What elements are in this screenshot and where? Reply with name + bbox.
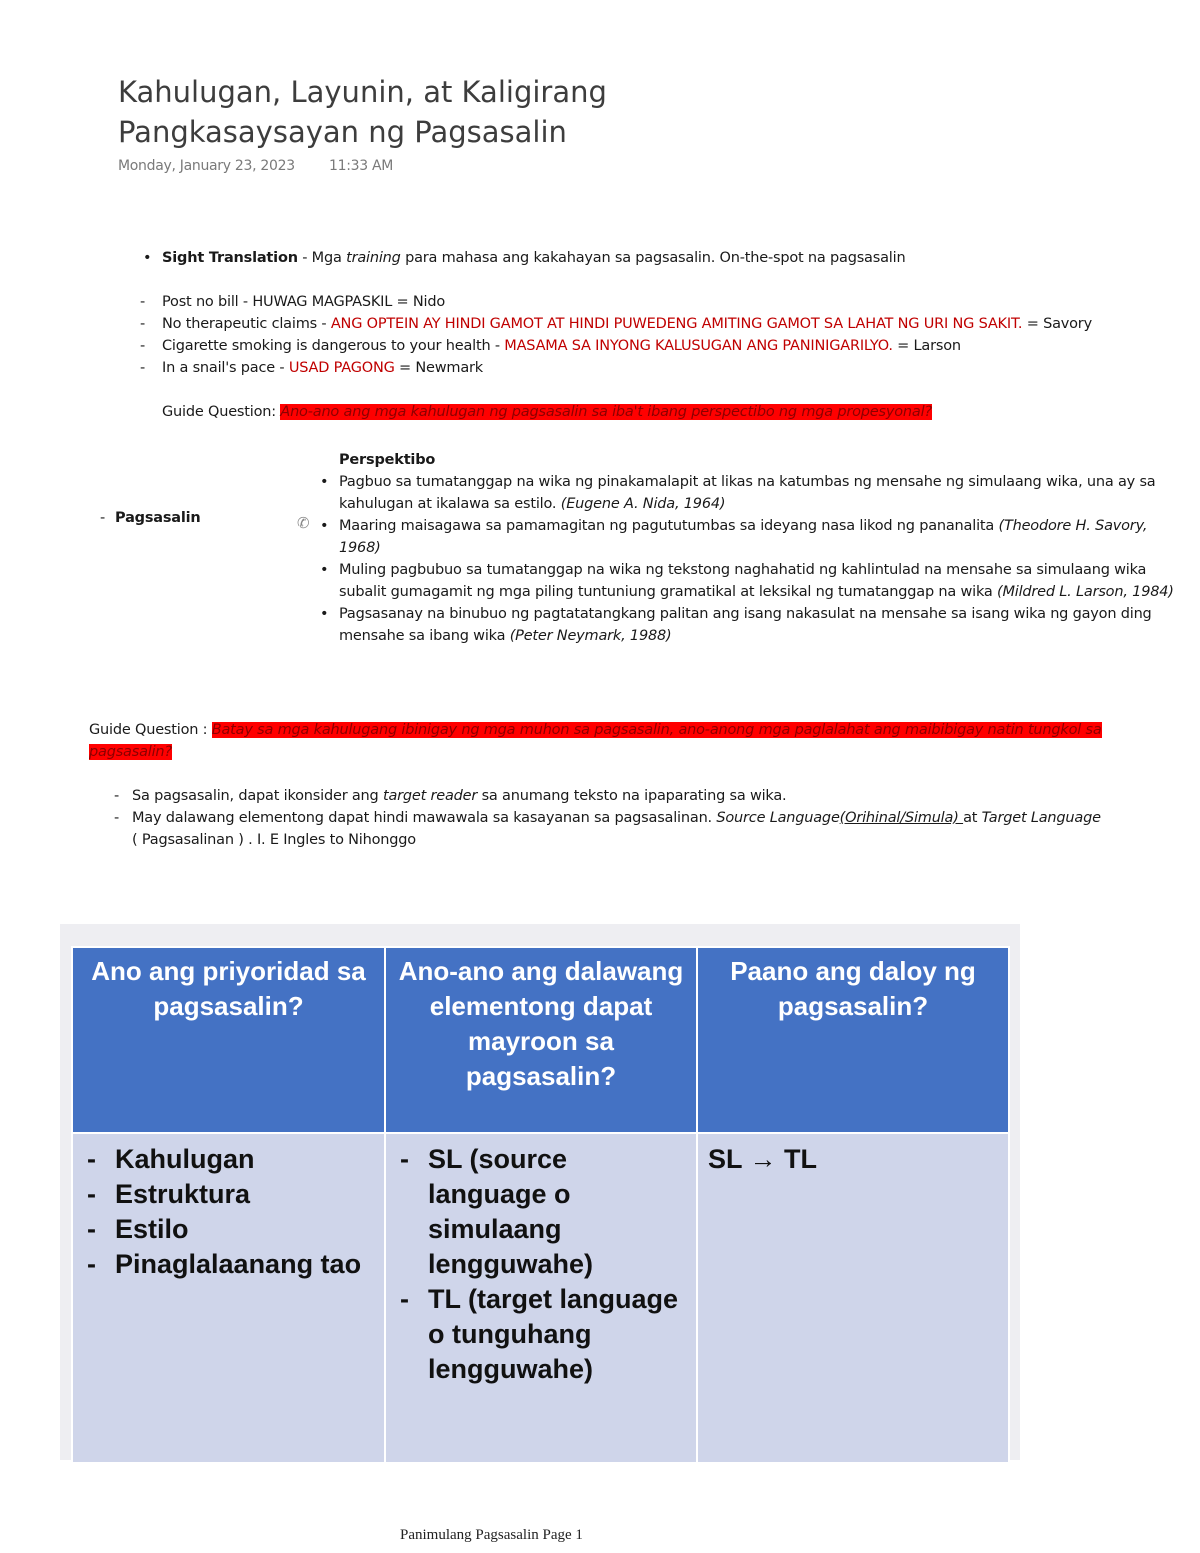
note-text: at xyxy=(963,810,982,826)
guide-question-2 xyxy=(89,719,1102,763)
definition-item xyxy=(339,515,1189,559)
table-cell-flow: SL → TL xyxy=(697,1133,1009,1463)
note-text: Sa pagsasalin, dapat ikonsider ang xyxy=(132,788,383,804)
sight-translation-item xyxy=(162,247,905,269)
pagsasalin-item xyxy=(100,507,201,529)
page-footer: Panimulang Pagsasalin Page 1 xyxy=(400,1527,583,1543)
page-date: Monday, January 23, 2023 xyxy=(118,158,295,174)
list-item: - Kahulugan xyxy=(83,1142,374,1177)
dash-marker: - xyxy=(140,338,146,354)
note-item xyxy=(114,807,1101,829)
pagsasalin-table-image xyxy=(60,924,1020,1460)
example-text: In a snail's pace - xyxy=(162,360,289,376)
perspektibo-list xyxy=(339,471,1189,647)
example-item xyxy=(140,313,1092,335)
example-text: No therapeutic claims - xyxy=(162,316,331,332)
definition-cite: (Theodore H. Savory, 1968) xyxy=(339,518,1148,556)
perspektibo-heading: Perspektibo xyxy=(339,452,436,468)
guide-label: Guide Question : xyxy=(89,722,212,738)
pagsasalin-table xyxy=(71,946,1010,1464)
note-italic: Target Language xyxy=(981,810,1101,826)
dash-marker: - xyxy=(140,316,146,332)
dash-marker: - xyxy=(140,294,146,310)
list-item: - TL (target language o tunguhang lengguwahe) xyxy=(396,1282,686,1387)
example-author: = Newmark xyxy=(394,360,484,376)
list-item: - SL (source language o simulaang lengguwahe) xyxy=(396,1142,686,1282)
table-cell-priorities xyxy=(72,1133,385,1463)
phone-clip-icon[interactable]: ✆ xyxy=(297,514,310,532)
definition-item xyxy=(339,559,1189,603)
note-continuation: ( Pagsasalinan ) . I. E Ingles to Nihonggo xyxy=(132,832,416,848)
dash-marker: - xyxy=(114,810,120,826)
guide-label: Guide Question: xyxy=(162,404,281,420)
definition-text: Muling pagbubuo sa tumatanggap na wika ng tekstong naghahatid ng kahlintulad na mensahe sa simulaang wika subalit gumagamit ng mga piling tuntuniung gramatikal at leksikal ng tumatanggap na wika xyxy=(339,562,1147,600)
table-header-row xyxy=(72,947,1009,1133)
table-header-cell: Ano-ano ang dalawang elementong dapat mayroon sa pagsasalin? xyxy=(385,947,697,1133)
table-header-cell: Ano ang priyoridad sa pagsasalin? xyxy=(72,947,385,1133)
sight-sep: - Mga xyxy=(297,250,347,266)
definition-text: Pagsasanay na binubuo ng pagtatatangkang palitan ang isang nakasulat na mensahe sa isang wika ng gayon ding mensahe sa ibang wika xyxy=(339,606,1152,644)
example-translation: MASAMA SA INYONG KALUSUGAN ANG PANINIGARILYO. xyxy=(504,338,893,354)
page-meta xyxy=(118,158,423,174)
note-item xyxy=(114,785,1101,807)
note-underlined: (Orihinal/Simula) xyxy=(839,810,964,826)
pagsasalin-label: Pagsasalin xyxy=(115,510,201,526)
example-list xyxy=(140,291,1092,379)
list-item: - Estilo xyxy=(83,1212,374,1247)
note-text: May dalawang elementong dapat hindi mawawala sa kasayanan sa pagsasalinan. xyxy=(132,810,717,826)
sight-rest: para mahasa ang kakahayan sa pagsasalin. On-the-spot na pagsasalin xyxy=(400,250,906,266)
dash-marker: - xyxy=(140,360,146,376)
table-header-cell: Paano ang daloy ng pagsasalin? xyxy=(697,947,1009,1133)
guide-question-text-cont: pagsasalin? xyxy=(89,744,172,760)
example-item xyxy=(140,357,1092,379)
table-row xyxy=(72,1133,1009,1463)
guide-question-text: Ano-ano ang mga kahulugan ng pagsasalin sa iba't ibang perspectibo ng mga propesyonal? xyxy=(280,404,932,420)
definition-text: Maaring maisagawa sa pamamagitan ng pagututumbas sa ideyang nasa likod ng pananalita xyxy=(339,518,999,534)
example-translation: ANG OPTEIN AY HINDI GAMOT AT HINDI PUWEDENG AMITING GAMOT SA LAHAT NG URI NG SAKIT. xyxy=(330,316,1023,332)
list-item: - Pinaglalaanang tao xyxy=(83,1247,374,1282)
example-translation: USAD PAGONG xyxy=(288,360,395,376)
example-text: Cigarette smoking is dangerous to your health - xyxy=(162,338,505,354)
example-item xyxy=(140,335,1092,357)
definition-cite: (Mildred L. Larson, 1984) xyxy=(996,584,1174,600)
definition-cite: (Eugene A. Nida, 1964) xyxy=(560,496,726,512)
page-title xyxy=(118,72,607,152)
guide-question-1 xyxy=(162,401,932,423)
definition-item xyxy=(339,603,1189,647)
list-item: - Estruktura xyxy=(83,1177,374,1212)
example-item xyxy=(140,291,1092,313)
page-time: 11:33 AM xyxy=(329,158,394,174)
definition-item xyxy=(339,471,1189,515)
definition-cite: (Peter Neymark, 1988) xyxy=(509,628,672,644)
example-author: = Savory xyxy=(1022,316,1092,332)
dash-marker: - xyxy=(100,510,106,526)
sight-training: training xyxy=(346,250,401,266)
sight-label: Sight Translation xyxy=(162,250,298,266)
dash-marker: - xyxy=(114,788,120,804)
example-text: Post no bill - HUWAG MAGPASKIL = Nido xyxy=(162,294,446,310)
guide-question-text: Batay sa mga kahulugang ibinigay ng mga muhon sa pagsasalin, ano-anong mga paglalahat ang maibibigay natin tungkol sa xyxy=(211,722,1102,738)
definition-text: Pagbuo sa tumatanggap na wika ng pinakamalapit at likas na katumbas ng mensahe ng simulaang wika, una ay sa kahulugan at ikalawa sa estilo. xyxy=(339,474,1156,512)
title-line-1: Kahulugan, Layunin, at Kaligirang xyxy=(118,75,607,109)
note-italic: target reader xyxy=(382,788,478,804)
note-italic: Source Language xyxy=(716,810,840,826)
title-line-2: Pangkasaysayan ng Pagsasalin xyxy=(118,115,567,149)
table-cell-elements xyxy=(385,1133,697,1463)
note-text: sa anumang teksto na ipaparating sa wika. xyxy=(477,788,787,804)
example-author: = Larson xyxy=(892,338,961,354)
notes-list xyxy=(114,785,1101,851)
